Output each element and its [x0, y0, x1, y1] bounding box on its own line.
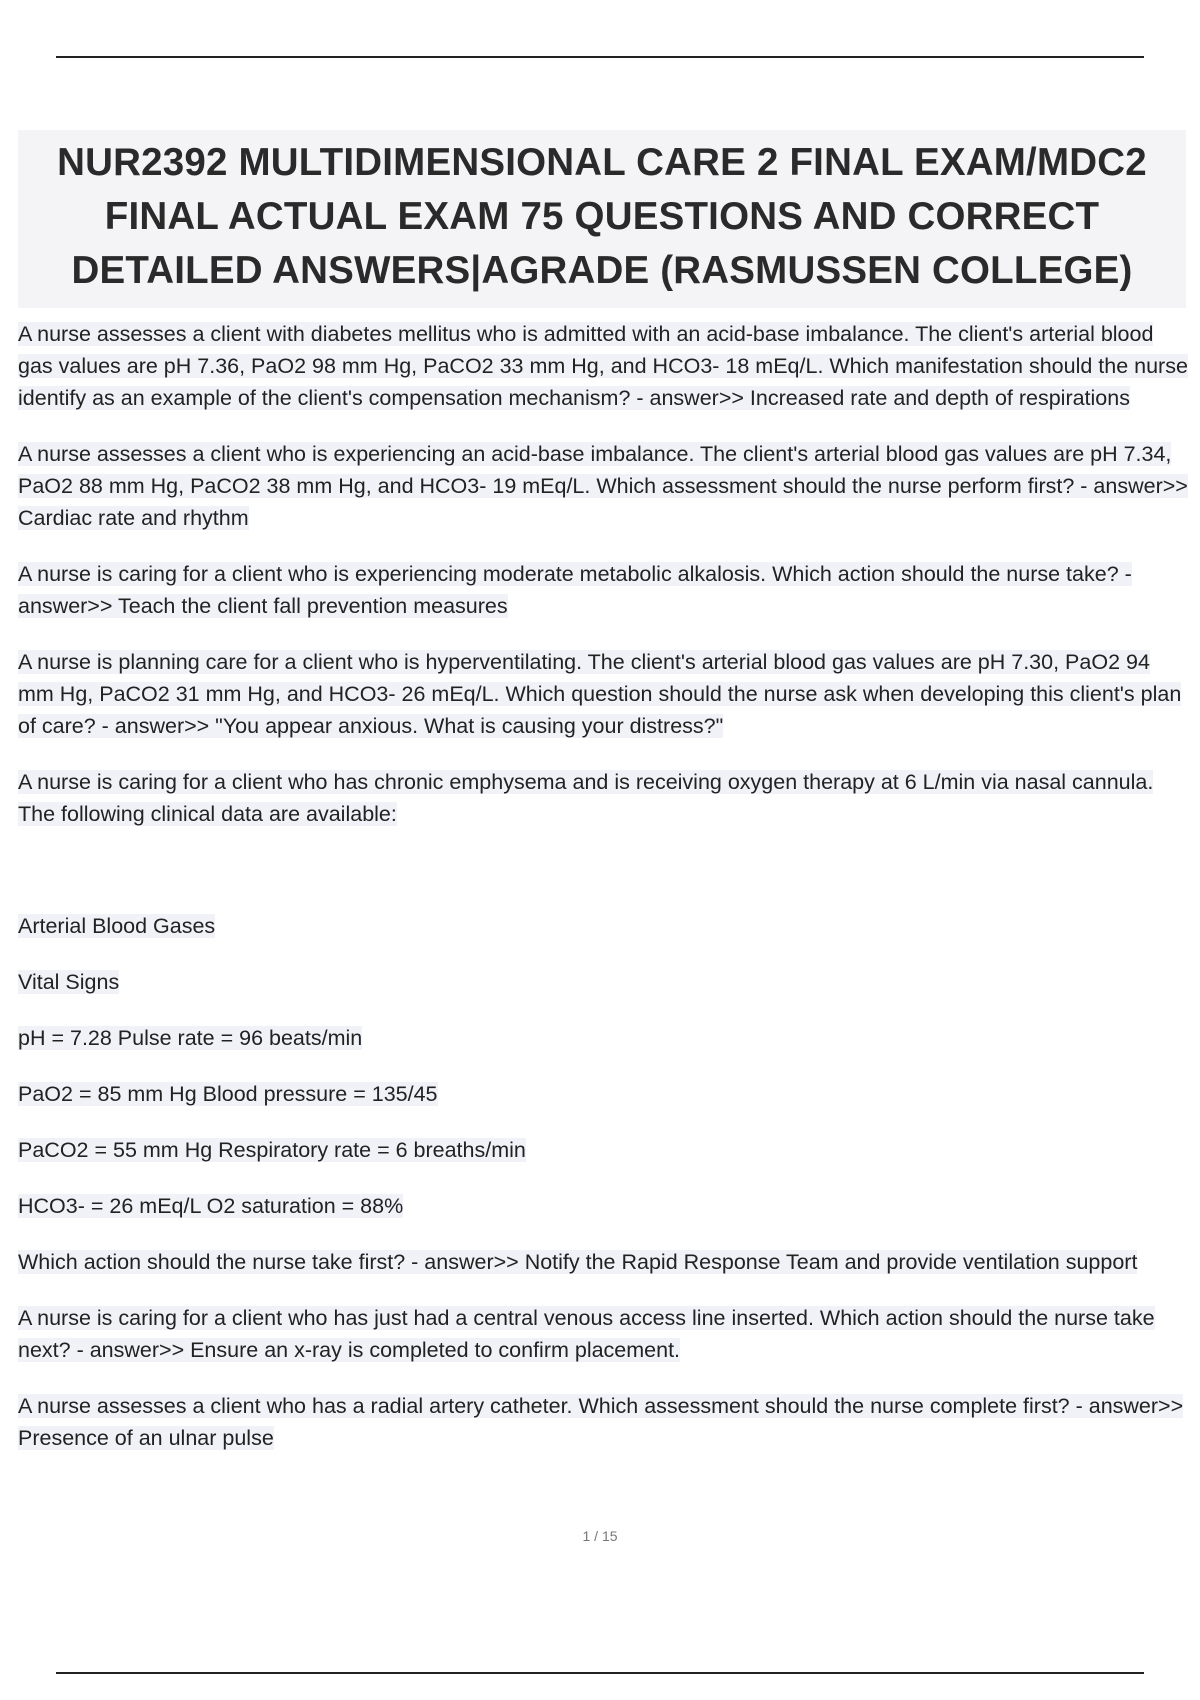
data-row-pao2 — [18, 1078, 1190, 1110]
data-row-ph-text: pH = 7.28 Pulse rate = 96 beats/min — [18, 1026, 363, 1050]
question-4 — [18, 646, 1190, 742]
question-5-answer — [18, 1246, 1190, 1278]
question-5-stem-text: A nurse is caring for a client who has chronic emphysema and is receiving oxygen therapy at 6 L/min via nasal cannula. The following clinical data are available: — [18, 770, 1154, 826]
document-body — [18, 318, 1190, 1478]
data-row-hco3-text: HCO3- = 26 mEq/L O2 saturation = 88% — [18, 1194, 404, 1218]
question-6 — [18, 1302, 1190, 1366]
title-block — [18, 130, 1186, 308]
data-row-paco2-text: PaCO2 = 55 mm Hg Respiratory rate = 6 breaths/min — [18, 1138, 526, 1162]
question-2-text: A nurse assesses a client who is experiencing an acid-base imbalance. The client's arterial blood gas values are pH 7.34, PaO2 88 mm Hg, PaCO2 38 mm Hg, and HCO3- 19 mEq/L. Which assessment should the nurse perform first? - answer>> Cardiac rate and rhythm — [18, 442, 1188, 530]
question-4-text: A nurse is planning care for a client who is hyperventilating. The client's arterial blood gas values are pH 7.30, PaO2 94 mm Hg, PaCO2 31 mm Hg, and HCO3- 26 mEq/L. Which question should the nurse ask when developing this client's plan of care? - answer>> "You appear anxious. What is causing your distress?" — [18, 650, 1182, 738]
data-row-paco2 — [18, 1134, 1190, 1166]
top-rule — [56, 56, 1144, 58]
blank-gap — [18, 854, 1190, 910]
question-1-text: A nurse assesses a client with diabetes mellitus who is admitted with an acid-base imbalance. The client's arterial blood gas values are pH 7.36, PaO2 98 mm Hg, PaCO2 33 mm Hg, and HCO3- 18 mEq/L. Which manifestation should the nurse identify as an example of the client's compensation mechanism? - answer>> Increased rate and depth of respirations — [18, 322, 1188, 410]
abg-heading — [18, 910, 1190, 942]
abg-heading-text: Arterial Blood Gases — [18, 914, 216, 938]
question-2 — [18, 438, 1190, 534]
data-row-pao2-text: PaO2 = 85 mm Hg Blood pressure = 135/45 — [18, 1082, 438, 1106]
question-3-text: A nurse is caring for a client who is experiencing moderate metabolic alkalosis. Which action should the nurse take? - answer>> Teach the client fall prevention measures — [18, 562, 1132, 618]
data-row-ph — [18, 1022, 1190, 1054]
question-7 — [18, 1390, 1190, 1454]
bottom-rule — [56, 1672, 1144, 1674]
question-3 — [18, 558, 1190, 622]
vital-signs-heading-text: Vital Signs — [18, 970, 120, 994]
question-5-answer-text: Which action should the nurse take first? - answer>> Notify the Rapid Response Team and provide ventilation support — [18, 1250, 1138, 1274]
vital-signs-heading — [18, 966, 1190, 998]
document-title: NUR2392 MULTIDIMENSIONAL CARE 2 FINAL EXAM/MDC2 FINAL ACTUAL EXAM 75 QUESTIONS AND CORRECT DETAILED ANSWERS|AGRADE (RASMUSSEN COLLEGE) — [57, 141, 1147, 292]
page-number: 1 / 15 — [582, 1528, 618, 1544]
question-7-text: A nurse assesses a client who has a radial artery catheter. Which assessment should the nurse complete first? - answer>> Presence of an ulnar pulse — [18, 1394, 1184, 1450]
question-6-text: A nurse is caring for a client who has just had a central venous access line inserted. Which action should the nurse take next? - answer>> Ensure an x-ray is completed to confirm placement. — [18, 1306, 1155, 1362]
question-1 — [18, 318, 1190, 414]
data-row-hco3 — [18, 1190, 1190, 1222]
question-5-stem — [18, 766, 1190, 830]
